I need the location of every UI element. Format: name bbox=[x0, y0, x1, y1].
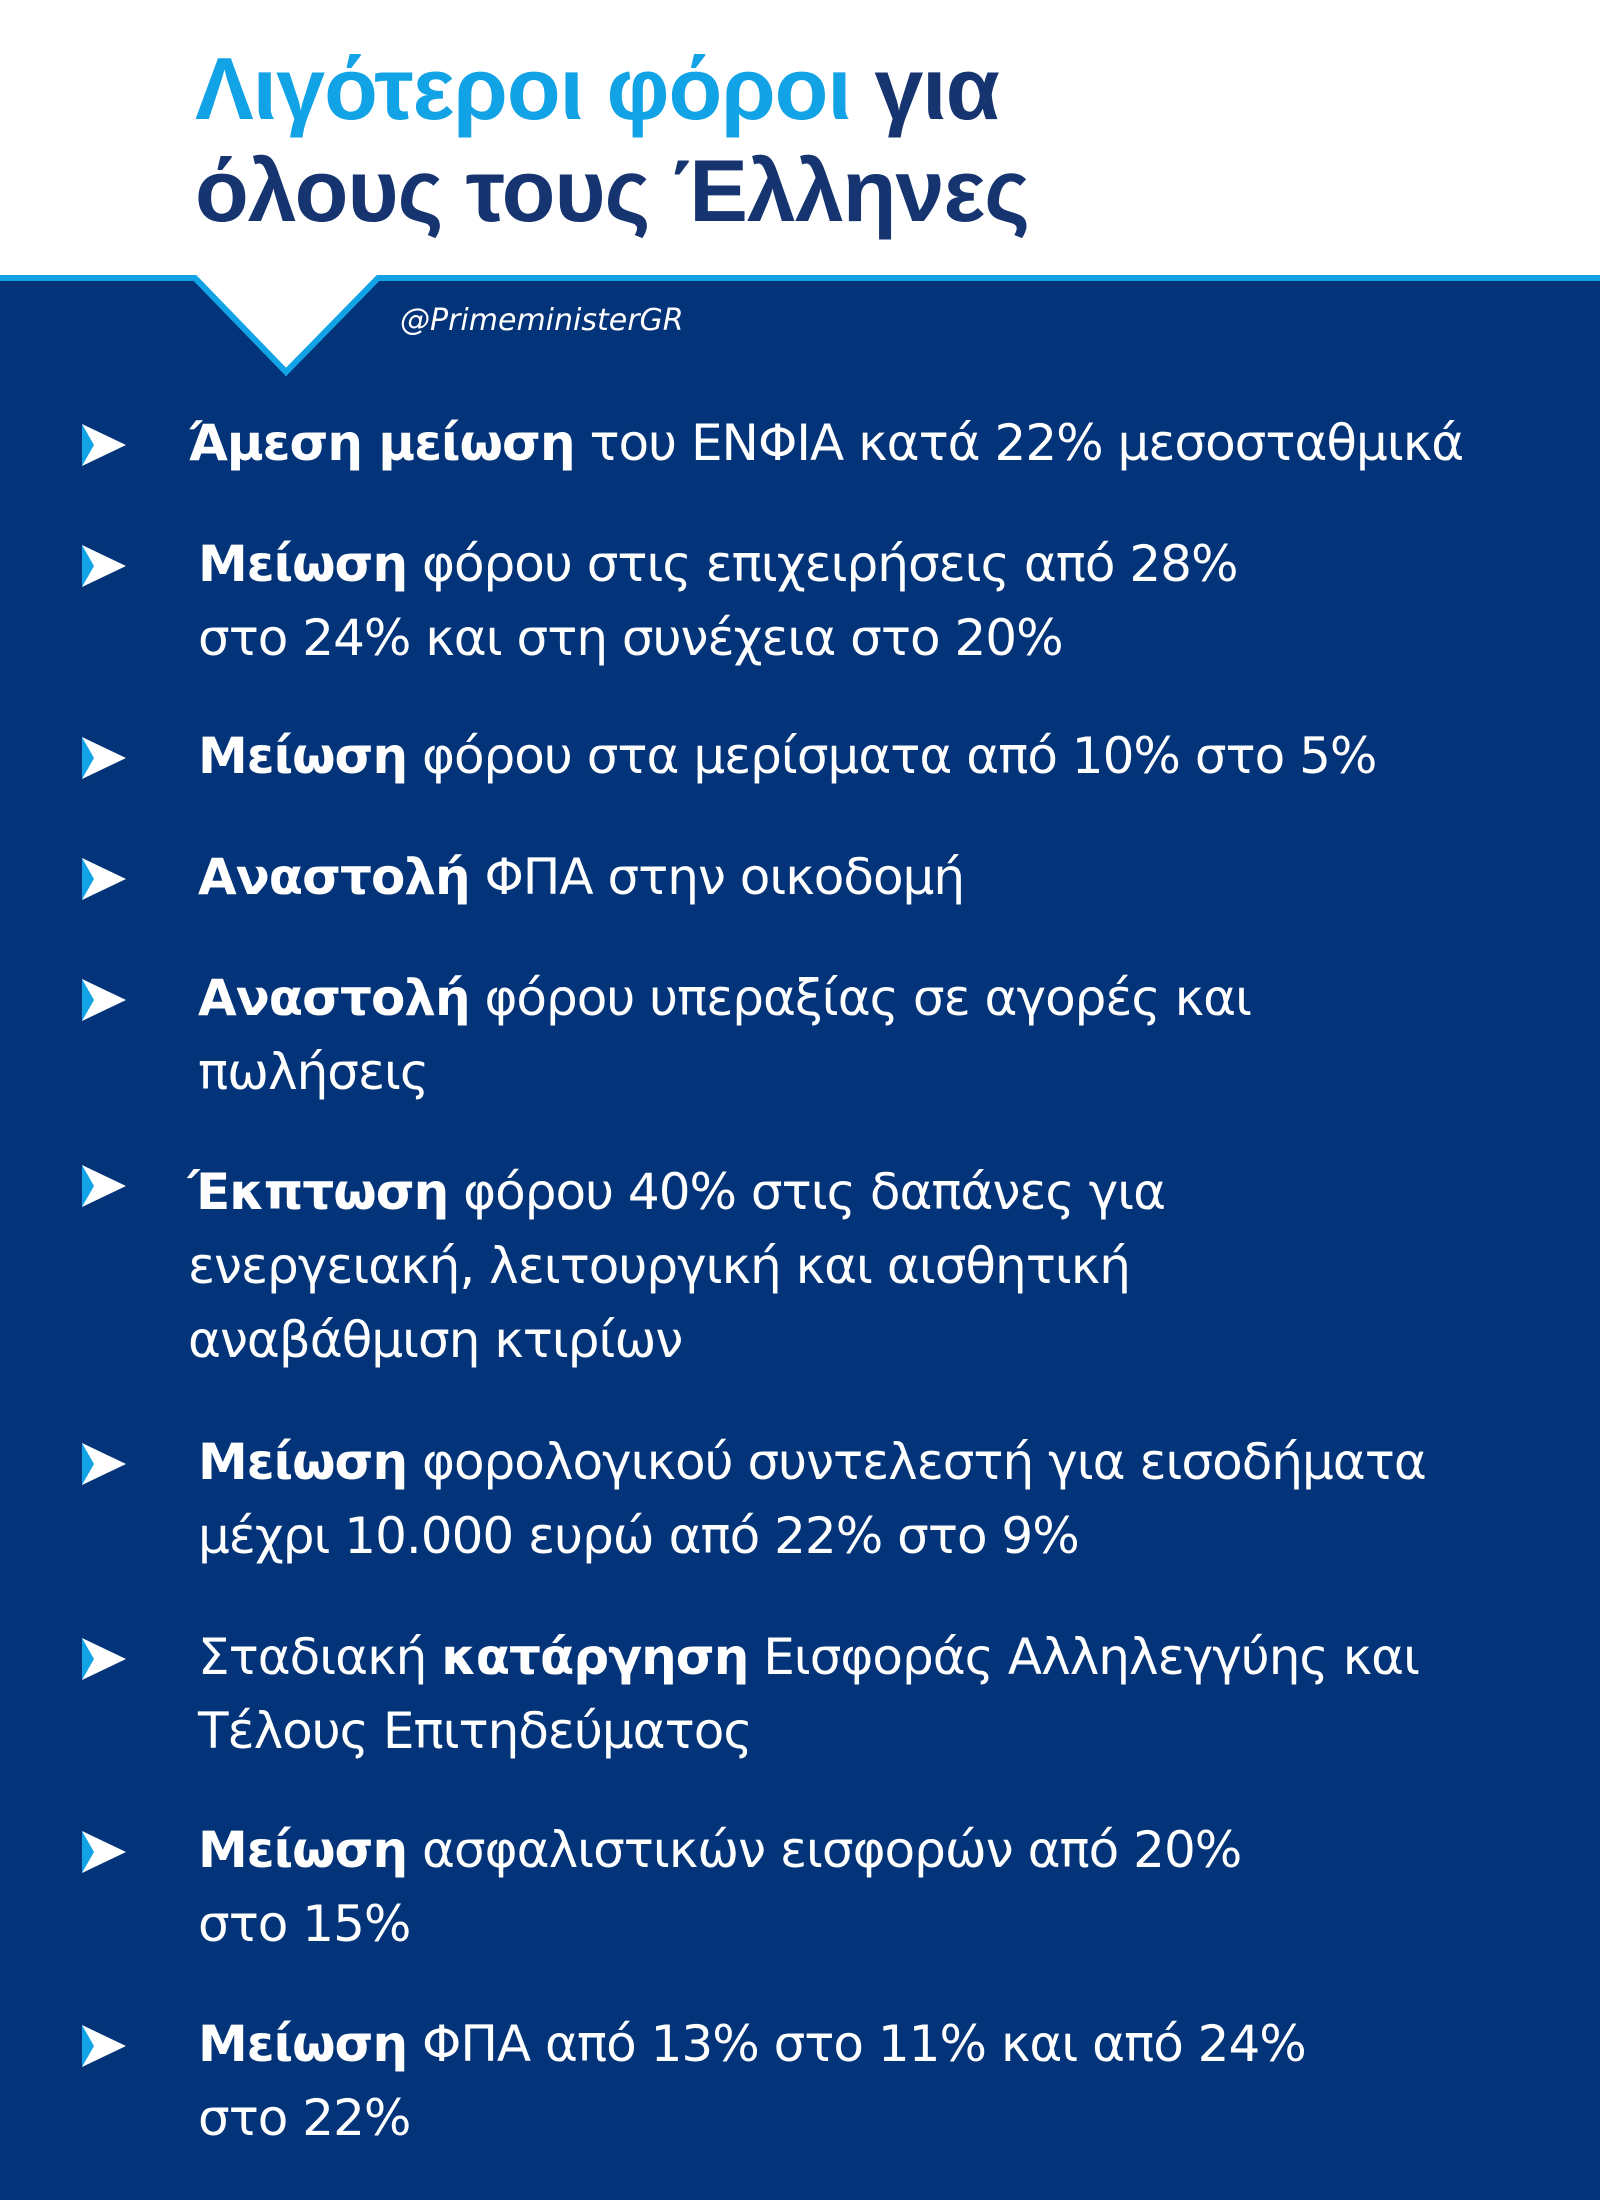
emphasis: Μείωση bbox=[198, 2015, 408, 2073]
line-text: φόρου υπεραξίας σε αγορές και bbox=[469, 969, 1252, 1027]
line-text: φόρου στις επιχειρήσεις από 28% bbox=[407, 535, 1238, 593]
triangle-arrow-icon bbox=[80, 733, 130, 783]
triangle-arrow-icon bbox=[80, 1827, 130, 1877]
list-item-text bbox=[188, 406, 1558, 480]
list-item-text bbox=[188, 1155, 1558, 1377]
triangle-arrow-icon bbox=[80, 420, 130, 470]
triangle-arrow-icon bbox=[80, 1439, 130, 1489]
emphasis: Αναστολή bbox=[198, 848, 470, 906]
speech-pointer bbox=[0, 268, 1600, 388]
header bbox=[0, 0, 1600, 280]
list-item-text bbox=[198, 1620, 1568, 1768]
triangle-arrow-icon bbox=[80, 854, 130, 904]
list-item-text bbox=[198, 840, 1568, 914]
emphasis: Αναστολή bbox=[198, 969, 470, 1027]
line-text: μέχρι 10.000 ευρώ από 22% στο 9% bbox=[198, 1507, 1079, 1565]
text-line bbox=[198, 2081, 1568, 2155]
list-item-text bbox=[198, 1813, 1568, 1961]
text-line bbox=[198, 961, 1568, 1035]
line-text: ΦΠΑ στην οικοδομή bbox=[469, 848, 965, 906]
text-line bbox=[198, 527, 1568, 601]
text-line bbox=[188, 1229, 1558, 1303]
text-line bbox=[188, 1155, 1558, 1229]
text-line bbox=[188, 1303, 1558, 1377]
text-line bbox=[198, 1499, 1568, 1573]
list-item-text bbox=[198, 1425, 1568, 1573]
text-line bbox=[198, 840, 1568, 914]
text-line bbox=[198, 1425, 1568, 1499]
emphasis: κατάργηση bbox=[441, 1628, 749, 1686]
line-text: ενεργειακή, λειτουργική και αισθητική bbox=[188, 1237, 1130, 1295]
line-text: στο 22% bbox=[198, 2089, 411, 2147]
twitter-handle: @PrimeministerGR bbox=[400, 303, 684, 338]
line-text: του ΕΝΦΙΑ κατά 22% μεσοσταθμικά bbox=[574, 414, 1464, 472]
line-text: πωλήσεις bbox=[198, 1043, 429, 1101]
title-line1-rest: για bbox=[874, 39, 999, 138]
text-line bbox=[198, 1620, 1568, 1694]
line-text: Τέλους Επιτηδεύματος bbox=[198, 1702, 752, 1760]
emphasis: Μείωση bbox=[198, 727, 408, 785]
list-item-text bbox=[198, 527, 1568, 675]
text-line bbox=[198, 1813, 1568, 1887]
text-line bbox=[198, 601, 1568, 675]
line-prefix: Σταδιακή bbox=[198, 1628, 442, 1686]
line-text: αναβάθμιση κτιρίων bbox=[188, 1311, 683, 1369]
triangle-arrow-icon bbox=[80, 541, 130, 591]
text-line bbox=[198, 719, 1568, 793]
line-text: ΦΠΑ από 13% στο 11% και από 24% bbox=[407, 2015, 1306, 2073]
triangle-arrow-icon bbox=[80, 975, 130, 1025]
page-title bbox=[195, 38, 1029, 242]
title-line2: όλους τους Έλληνες bbox=[195, 141, 1029, 240]
line-text: φορολογικού συντελεστή για εισοδήματα bbox=[407, 1433, 1426, 1491]
text-line bbox=[198, 1694, 1568, 1768]
emphasis: Μείωση bbox=[198, 535, 408, 593]
text-line bbox=[188, 406, 1558, 480]
line-text: ασφαλιστικών εισφορών από 20% bbox=[407, 1821, 1242, 1879]
text-line bbox=[198, 2007, 1568, 2081]
list-item-text bbox=[198, 961, 1568, 1109]
line-text: Εισφοράς Αλληλεγγύης και bbox=[748, 1628, 1419, 1686]
emphasis: Άμεση μείωση bbox=[188, 414, 575, 472]
line-text: στο 24% και στη συνέχεια στο 20% bbox=[198, 609, 1063, 667]
line-text: φόρου στα μερίσματα από 10% στο 5% bbox=[407, 727, 1377, 785]
text-line bbox=[198, 1035, 1568, 1109]
title-accent: Λιγότεροι φόροι bbox=[195, 39, 851, 138]
triangle-arrow-icon bbox=[80, 1634, 130, 1684]
triangle-arrow-icon bbox=[80, 2021, 130, 2071]
text-line bbox=[198, 1887, 1568, 1961]
line-text: στο 15% bbox=[198, 1895, 411, 1953]
emphasis: Έκπτωση bbox=[188, 1163, 449, 1221]
pointer-notch bbox=[195, 278, 378, 370]
list-item-text bbox=[198, 719, 1568, 793]
line-text: φόρου 40% στις δαπάνες για bbox=[448, 1163, 1166, 1221]
emphasis: Μείωση bbox=[198, 1821, 408, 1879]
triangle-arrow-icon bbox=[80, 1161, 130, 1211]
emphasis: Μείωση bbox=[198, 1433, 408, 1491]
list-item-text bbox=[198, 2007, 1568, 2155]
